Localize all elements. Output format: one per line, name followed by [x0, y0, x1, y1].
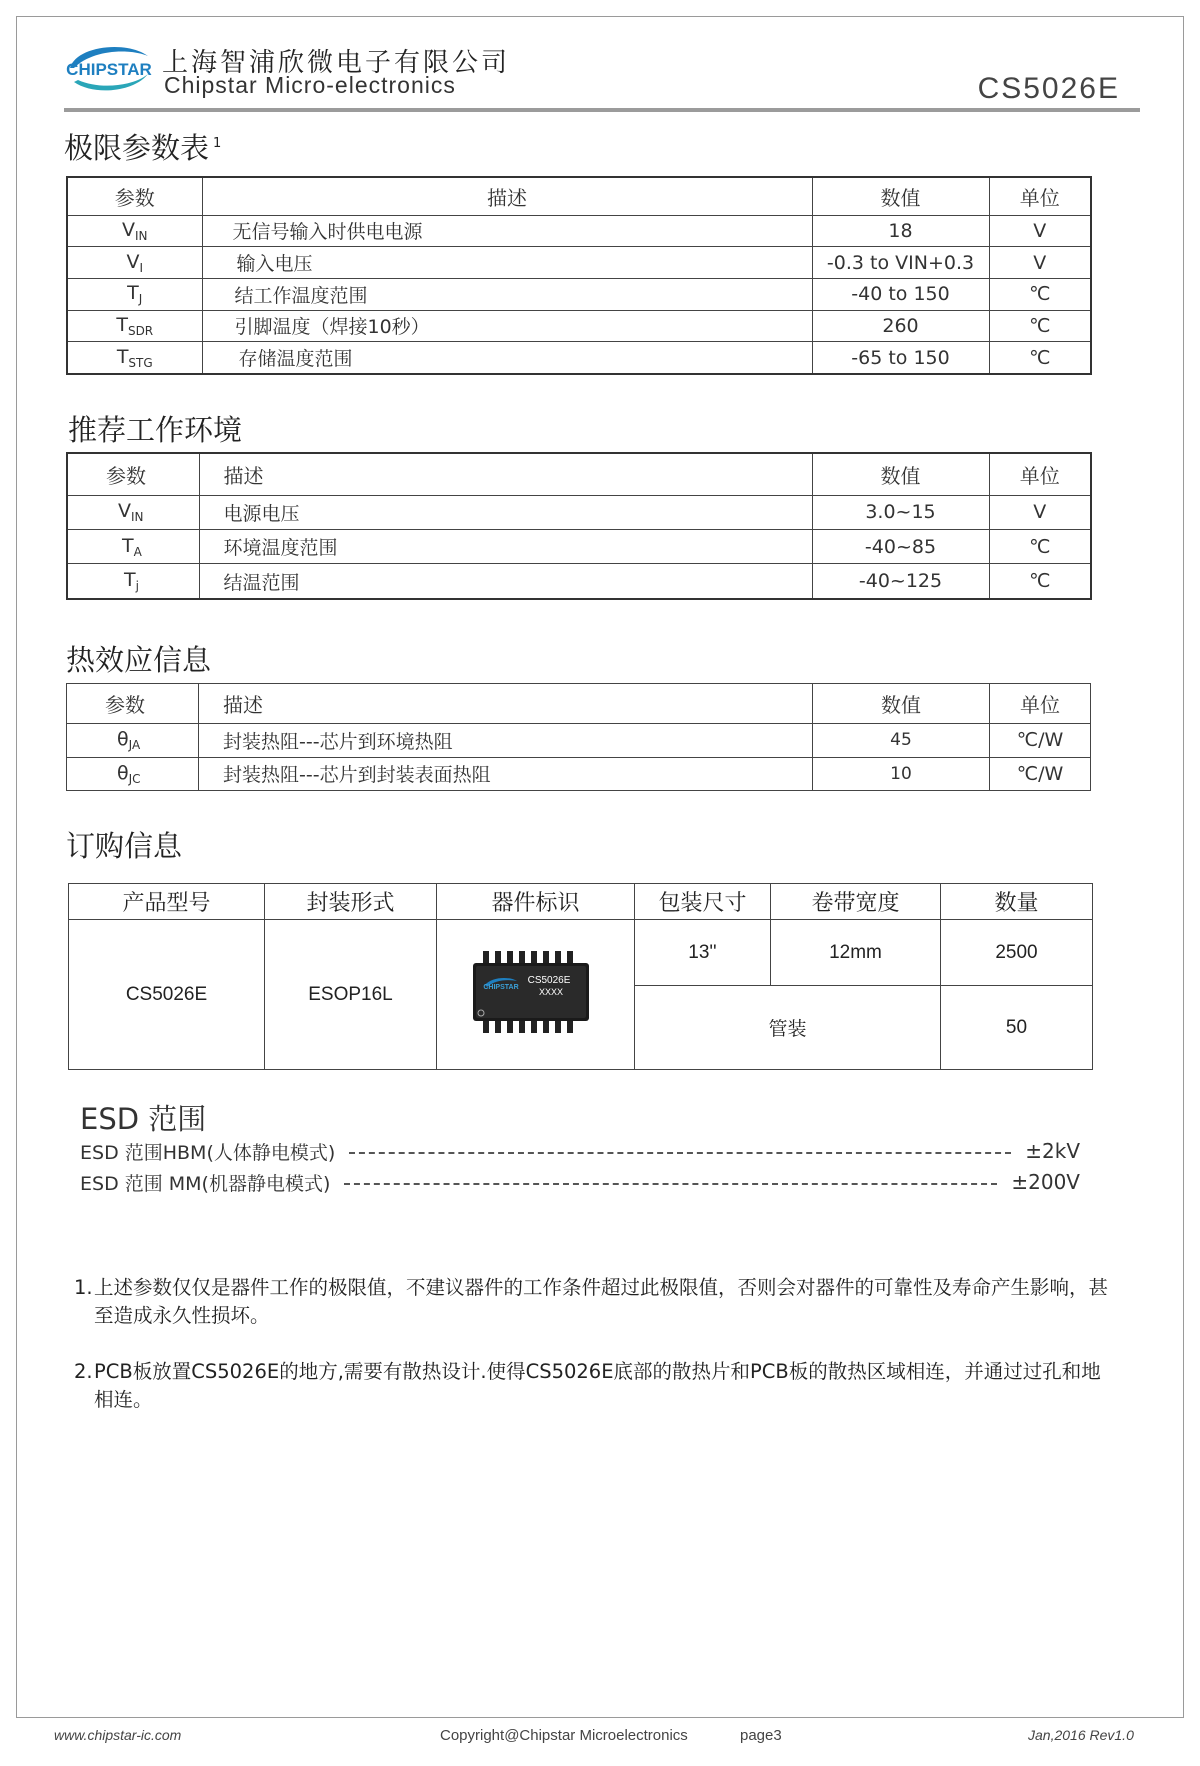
- param-unit: ℃: [989, 278, 1091, 310]
- col-value: 数值: [813, 684, 990, 724]
- col-product: 产品型号: [69, 884, 265, 920]
- note-2: [74, 1358, 1114, 1414]
- abs-max-table: [66, 176, 1092, 375]
- table-row: [67, 278, 1091, 310]
- note-number: 2.: [74, 1360, 93, 1383]
- param-desc: 电源电压: [199, 495, 812, 529]
- param-symbol: $V_I$: [67, 247, 202, 279]
- param-value: -40~125: [812, 564, 989, 599]
- table-row: [67, 215, 1091, 247]
- param-unit: ℃: [989, 564, 1091, 599]
- esd-leader: [344, 1183, 997, 1185]
- col-param: 参数: [67, 453, 199, 495]
- param-symbol: $V_{IN}$: [67, 215, 202, 247]
- tube-label-cell: 管装: [635, 986, 941, 1070]
- col-value: 数值: [812, 177, 989, 215]
- col-pack-size: 包装尺寸: [635, 884, 771, 920]
- param-value: 10: [813, 757, 990, 791]
- param-unit: ℃: [989, 342, 1091, 374]
- param-symbol: $T_A$: [67, 529, 199, 563]
- tape-width-cell: 12mm: [771, 920, 941, 986]
- esd-label: ESD 范围HBM(人体静电模式): [80, 1141, 336, 1164]
- param-value: -40~85: [812, 529, 989, 563]
- param-symbol: $T_j$: [67, 564, 199, 599]
- col-desc: 描述: [199, 684, 813, 724]
- param-unit: V: [989, 247, 1091, 279]
- param-unit: ℃/W: [990, 724, 1091, 758]
- part-number: CS5026E: [977, 72, 1120, 105]
- reel-qty-cell: 2500: [941, 920, 1093, 986]
- table-row: [67, 342, 1091, 374]
- esd-label: ESD 范围 MM(机器静电模式): [80, 1172, 331, 1195]
- table-row: [67, 310, 1091, 342]
- param-value: 18: [812, 215, 989, 247]
- param-desc: 无信号输入时供电电源: [202, 215, 812, 247]
- col-unit: 单位: [989, 177, 1091, 215]
- param-value: -65 to 150: [812, 342, 989, 374]
- reel-size-cell: 13'': [635, 920, 771, 986]
- param-unit: ℃: [989, 310, 1091, 342]
- chip-marking-line2: XXXX: [538, 986, 563, 997]
- footer-page: page3: [740, 1727, 782, 1744]
- col-package: 封装形式: [265, 884, 437, 920]
- param-value: 3.0~15: [812, 495, 989, 529]
- col-desc: 描述: [202, 177, 812, 215]
- param-desc: 引脚温度（焊接10秒）: [202, 310, 812, 342]
- product-cell: CS5026E: [69, 920, 265, 1070]
- col-quantity: 数量: [941, 884, 1093, 920]
- esd-row-mm: [80, 1168, 1080, 1196]
- param-symbol: $T_J$: [67, 278, 202, 310]
- header-divider: [64, 108, 1140, 112]
- thermal-table: [66, 683, 1091, 791]
- param-value: 260: [812, 310, 989, 342]
- param-value: -0.3 to VIN+0.3: [812, 247, 989, 279]
- table-row: [67, 529, 1091, 563]
- param-symbol: $\theta_{JC}$: [67, 757, 199, 791]
- esd-value: ±200V: [1011, 1170, 1080, 1194]
- param-desc: 结工作温度范围: [202, 278, 812, 310]
- package-cell: ESOP16L: [265, 920, 437, 1070]
- esd-title: ESD 范围: [80, 1102, 207, 1136]
- esd-value: ±2kV: [1025, 1139, 1080, 1163]
- param-desc: 封装热阻---芯片到环境热阻: [199, 724, 813, 758]
- logo-text: CHIPSTAR: [66, 60, 152, 79]
- table-row: [67, 564, 1091, 599]
- param-value: -40 to 150: [812, 278, 989, 310]
- chip-marking-line1: CS5026E: [527, 974, 570, 986]
- col-unit: 单位: [989, 453, 1091, 495]
- col-desc: 描述: [199, 453, 812, 495]
- table-header-row: [67, 177, 1091, 215]
- param-unit: ℃/W: [990, 757, 1091, 791]
- param-symbol: $V_{IN}$: [67, 495, 199, 529]
- table-header-row: [67, 684, 1091, 724]
- param-unit: V: [989, 495, 1091, 529]
- esd-row-hbm: [80, 1137, 1080, 1165]
- ordering-title: 订购信息: [66, 829, 183, 863]
- col-unit: 单位: [990, 684, 1091, 724]
- col-param: 参数: [67, 684, 199, 724]
- param-desc: 存储温度范围: [202, 342, 812, 374]
- recommended-table: [66, 452, 1092, 600]
- param-desc: 封装热阻---芯片到封装表面热阻: [199, 757, 813, 791]
- param-symbol: $T_{STG}$: [67, 342, 202, 374]
- param-desc: 环境温度范围: [199, 529, 812, 563]
- footer-date-rev: Jan,2016 Rev1.0: [1028, 1727, 1134, 1743]
- esd-leader: [349, 1152, 1011, 1154]
- col-marking: 器件标识: [437, 884, 635, 920]
- col-param: 参数: [67, 177, 202, 215]
- footnote-mark: 1: [213, 136, 222, 152]
- chip-marking-image: [471, 949, 601, 1035]
- recommended-title: 推荐工作环境: [68, 413, 243, 447]
- col-tape-width: 卷带宽度: [771, 884, 941, 920]
- footer-copyright: Copyright@Chipstar Microelectronics: [440, 1727, 688, 1744]
- param-value: 45: [813, 724, 990, 758]
- param-unit: ℃: [989, 529, 1091, 563]
- table-row: [67, 495, 1091, 529]
- footer-website: www.chipstar-ic.com: [54, 1727, 182, 1743]
- tube-qty-cell: 50: [941, 986, 1093, 1070]
- marking-cell: [437, 920, 635, 1070]
- param-desc: 结温范围: [199, 564, 812, 599]
- chip-logo-text: CHIPSTAR: [482, 983, 519, 991]
- table-row: [69, 920, 1093, 986]
- company-name-en: Chipstar Micro-electronics: [164, 72, 456, 98]
- note-text: 上述参数仅仅是器件工作的极限值，不建议器件的工作条件超过此极限值，否则会对器件的可靠性及寿命产生影响，甚至造成永久性损坏。: [94, 1276, 1109, 1327]
- col-value: 数值: [812, 453, 989, 495]
- table-header-row: [69, 884, 1093, 920]
- param-symbol: $T_{SDR}$: [67, 310, 202, 342]
- note-text: PCB板放置CS5026E的地方,需要有散热设计.使得CS5026E底部的散热片和PCB板的散热区域相连，并通过过孔和地相连。: [94, 1360, 1101, 1411]
- table-row: [67, 757, 1091, 791]
- note-number: 1.: [74, 1276, 93, 1299]
- param-symbol: $\theta_{JA}$: [67, 724, 199, 758]
- ordering-table: [68, 883, 1093, 1070]
- abs-max-title: 极限参数表 $^1$: [64, 131, 222, 165]
- table-row: [67, 724, 1091, 758]
- thermal-title: 热效应信息: [66, 643, 212, 677]
- company-name-cn: 上海智浦欣微电子有限公司: [162, 48, 511, 78]
- param-desc: 输入电压: [202, 247, 812, 279]
- chipstar-logo: [64, 38, 154, 100]
- note-1: [74, 1274, 1114, 1330]
- param-unit: V: [989, 215, 1091, 247]
- table-row: [67, 247, 1091, 279]
- table-header-row: [67, 453, 1091, 495]
